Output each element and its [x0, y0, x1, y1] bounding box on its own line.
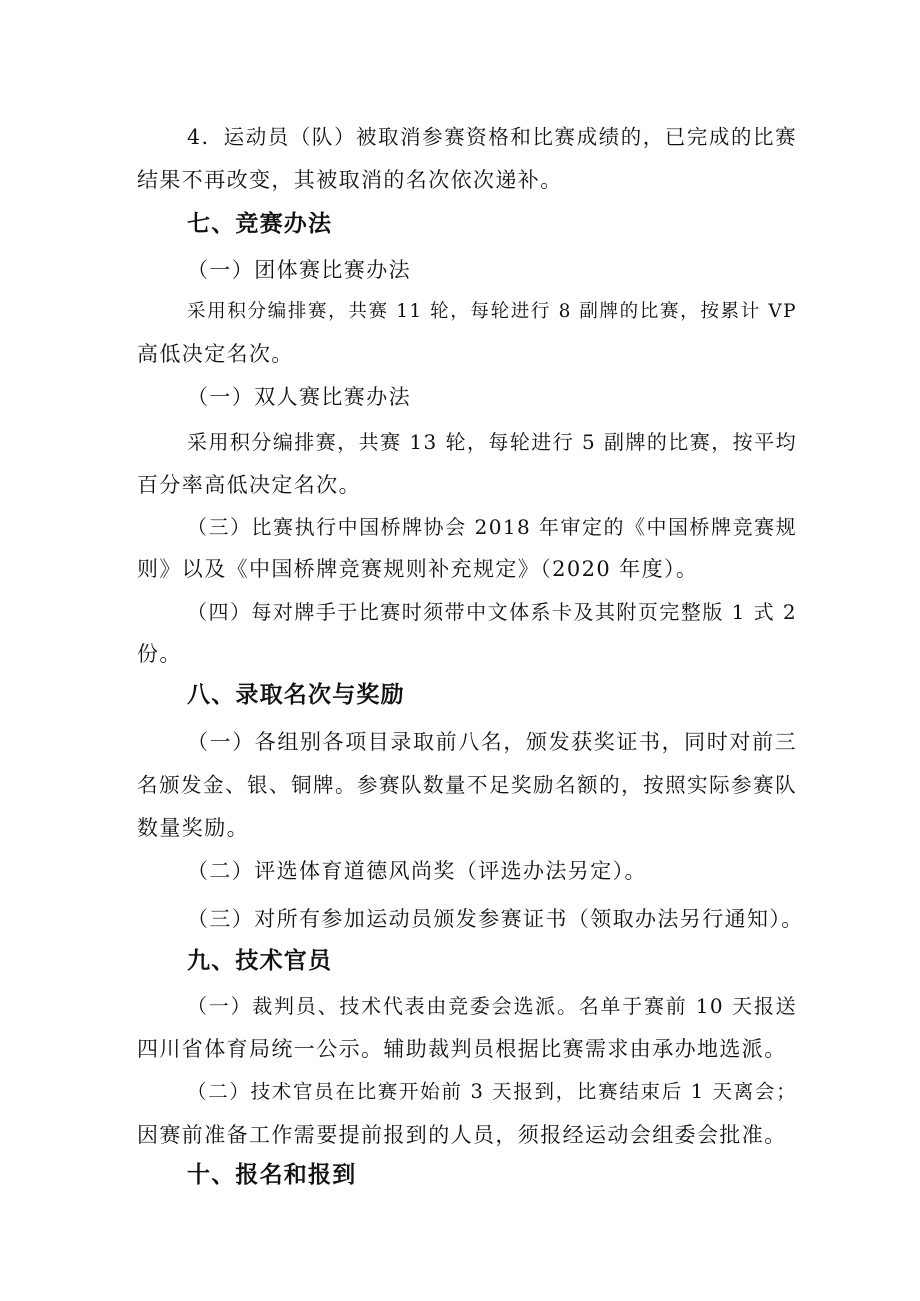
- section8-heading: 八、录取名次与奖励: [187, 682, 405, 708]
- team-subheading: （一）团体赛比赛办法: [187, 258, 411, 282]
- item4-line1: 4．运动员（队）被取消参赛资格和比赛成绩的，已完成的比赛: [187, 125, 797, 149]
- section7-heading: 七、竞赛办法: [187, 211, 333, 237]
- pair-subheading: （一）双人赛比赛办法: [187, 385, 411, 409]
- section9-heading: 九、技术官员: [187, 948, 333, 974]
- rules-line2: 则》以及《中国桥牌竞赛规则补充规定》（2020 年度）。: [137, 557, 699, 581]
- award-p1-line3: 数量奖励。: [137, 816, 249, 840]
- team-line1: 采用积分编排赛，共赛 11 轮，每轮进行 8 副牌的比赛，按累计 VP: [187, 301, 797, 322]
- card-line1: （四）每对牌手于比赛时须带中文体系卡及其附页完整版 1 式 2: [187, 600, 797, 624]
- team-line2: 高低决定名次。: [137, 342, 294, 366]
- official-p1-line1: （一）裁判员、技术代表由竞委会选派。名单于赛前 10 天报送: [187, 994, 797, 1018]
- official-p2-line1: （二）技术官员在比赛开始前 3 天报到，比赛结束后 1 天离会；: [187, 1080, 797, 1103]
- award-p1-line2: 名颁发金、银、铜牌。参赛队数量不足奖励名额的，按照实际参赛队: [137, 773, 797, 797]
- section10-heading: 十、报名和报到: [187, 1162, 357, 1188]
- official-p2-line2: 因赛前准备工作需要提前报到的人员，须报经运动会组委会批准。: [137, 1123, 787, 1147]
- rules-line1: （三）比赛执行中国桥牌协会 2018 年审定的《中国桥牌竞赛规: [187, 515, 797, 539]
- official-p1-line2: 四川省体育局统一公示。辅助裁判员根据比赛需求由承办地选派。: [137, 1037, 787, 1061]
- pair-line2: 百分率高低决定名次。: [137, 473, 361, 497]
- pair-line1: 采用积分编排赛，共赛 13 轮，每轮进行 5 副牌的比赛，按平均: [187, 430, 797, 454]
- item4-line2: 结果不再改变，其被取消的名次依次递补。: [137, 168, 563, 192]
- award-p2: （二）评选体育道德风尚奖（评选办法另定）。: [187, 859, 647, 883]
- card-line2: 份。: [137, 642, 182, 666]
- award-p1-line1: （一）各组别各项目录取前八名，颁发获奖证书，同时对前三: [187, 730, 797, 754]
- award-p3: （三）对所有参加运动员颁发参赛证书（领取办法另行通知）。: [187, 907, 804, 931]
